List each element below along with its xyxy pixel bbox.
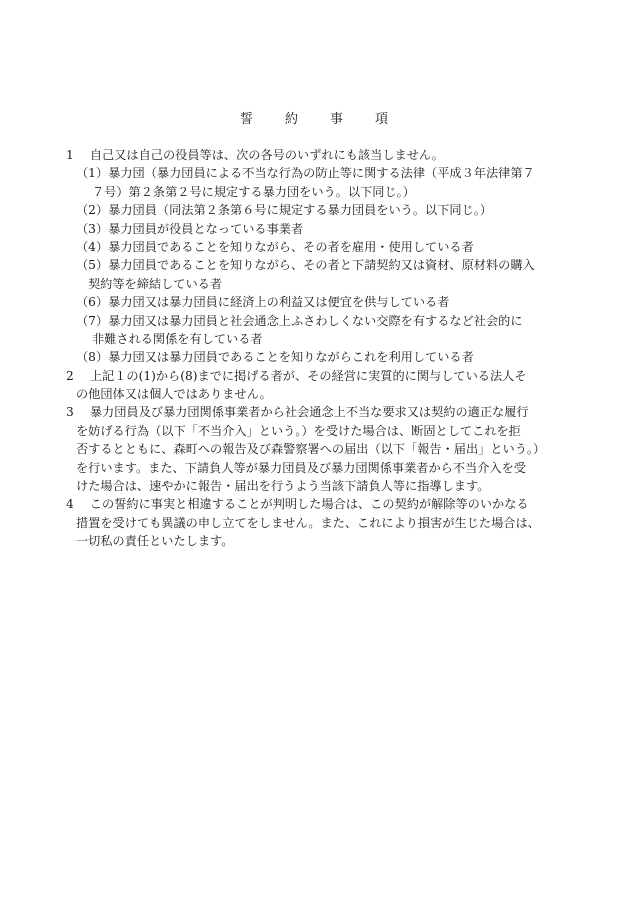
clause-3-text: 3 暴力団員及び暴力団関係事業者から社会通念上不当な要求又は契約の適正な履行 <box>66 405 529 420</box>
clause-1-item-6: （6）暴力団又は暴力団員に経済上の利益又は便宜を供与している者 <box>76 295 450 310</box>
clause-1-item-2: （2）暴力団員（同法第２条第６号に規定する暴力団員をいう。以下同じ。） <box>76 203 493 218</box>
clause-4-text-cont-1: 措置を受けても異議の申し立てをしません。また、これにより損害が生じた場合は、 <box>76 515 540 530</box>
clause-1-item-4: （4）暴力団員であることを知りながら、その者を雇用・使用している者 <box>76 239 474 254</box>
clause-3-text-cont-2: 否するとともに、森町への報告及び森警察署への届出（以下「報告・届出」という。） <box>76 442 546 457</box>
clause-1-item-1: （1）暴力団（暴力団員による不当な行為の防止等に関する法律（平成３年法律第７ <box>76 166 535 181</box>
clause-4-text: 4 この誓約に事実と相違することが判明した場合は、この契約が解除等のいかなる <box>66 497 529 512</box>
clause-3-text-cont-1: を妨げる行為（以下「不当介入」という。）を受けた場合は、断固としてこれを拒 <box>76 423 521 438</box>
document-title: 誓 約 事 項 <box>239 112 390 127</box>
clause-1-item-3: （3）暴力団員が役員となっている事業者 <box>76 221 304 236</box>
clause-1-item-7-cont: 非難される関係を有している者 <box>92 331 263 346</box>
clause-4-text-cont-2: 一切私の責任といたします。 <box>76 534 234 549</box>
clause-2-text-cont: の他団体又は個人ではありません。 <box>76 387 272 402</box>
clause-1-item-5: （5）暴力団員であることを知りながら、その者と下請契約又は資材、原材料の購入 <box>76 258 535 273</box>
clause-3-text-cont-3: を行います。また、下請負人等が暴力団員及び暴力団関係事業者から不当介入を受 <box>76 460 526 475</box>
clause-1-item-7: （7）暴力団又は暴力団員と社会通念上ふさわしくない交際を有するなど社会的に <box>76 313 523 328</box>
clause-2-text: 2 上記１の(1)から(8)までに掲げる者が、その経営に実質的に関与している法人そ <box>66 368 527 383</box>
clause-1-item-1-cont: ７号）第２条第２号に規定する暴力団をいう。以下同じ。） <box>92 184 415 199</box>
clause-1-item-5-cont: 契約等を締結している者 <box>88 276 223 291</box>
document-body <box>66 146 574 551</box>
clause-1-item-8: （8）暴力団又は暴力団員であることを知りながらこれを利用している者 <box>76 350 474 365</box>
clause-1-text: 1 自己又は自己の役員等は、次の各号のいずれにも該当しません。 <box>66 148 444 162</box>
clause-3-text-cont-4: けた場合は、速やかに報告・届出を行うよう当該下請負人等に指導します。 <box>76 479 490 494</box>
